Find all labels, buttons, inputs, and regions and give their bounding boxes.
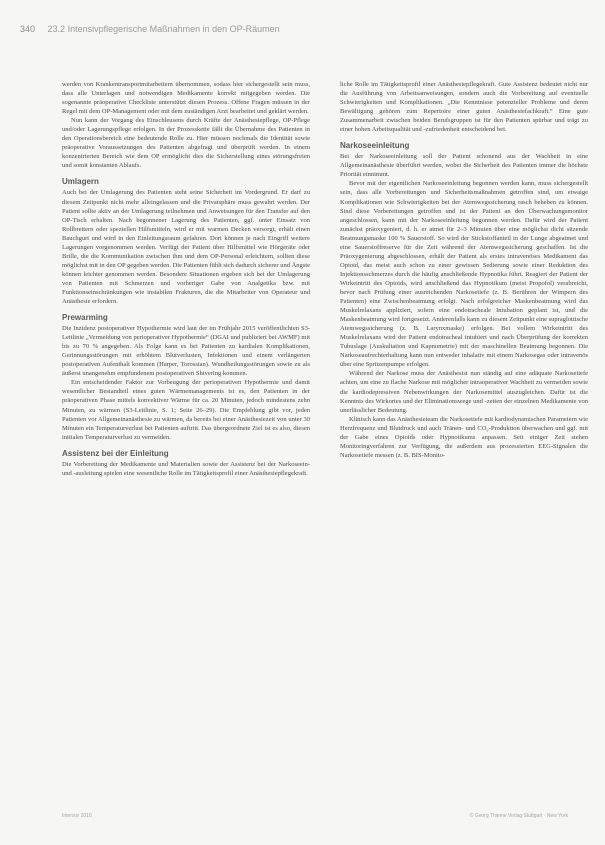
footer-left: Intensiv 2016 [62, 813, 92, 819]
paragraph: werden von Krankentransportmitarbeitern übernommen, sodass hier sichergestellt sein muss, dass alle Unterlagen und notwendigen Medikamente korrekt mitgegeben werden. Die sogenannte präoperative Checkliste unterstützt diesen Prozess. Offene Fragen müssen in der Regel mit dem OP-Management oder mit dem zuständigen Arzt bearbeitet und geklärt werden. [62, 81, 310, 116]
paragraph: Die Inzidenz postoperativer Hypothermie wird laut der im Frühjahr 2015 veröffentlichten S3-Leitlinie „Vermeidung von perioperativer Hypothermie“ (DGAI und publiziert bei AWMF) mit bis zu 70 % angegeben. Als Folge kann es bei Patienten zu kardialen Komplikationen, Gerinnungsstörungen mit erhöhtem Blutverlusten, Infektionen und einem verlängerten postoperativen Aufenthalt kommen (Harper, Torossian). Wundheilungsstörungen sowie zu als äußerst unangenehm empfundenem postoperativen Shivering kommen. [62, 325, 310, 378]
paragraph: Auch bei der Umlagerung des Patienten steht seine Sicherheit im Vordergrund. Er darf zu diesem Zeitpunkt nicht mehr alleingelassen und die Privatsphäre muss gewahrt werden. Der Patient sollte aktiv an der Umlagerung teilnehmen und Anweisungen für den Transfer auf den OP-Tisch erhalten. Nach begonnener Lagerung des Patienten, ggf. unter Einsatz von Rollbrettern oder speziellen Hilfsmitteln, wird er mit warmen Decken versorgt, erhält einen Bauchgurt und wird in den Einleitungsraum gefahren. Dort können je nach Eingriff weitere Lagerungen vorgenommen werden. Verfügt der Patient über Hilfsmittel wie Hörgeräte oder Brille, die die Kommunikation zwischen ihm und dem OP-Personal erleichtern, sollten diese möglichst mit in den OP gegeben werden. Die Patienten fühlt sich dadurch sicherer und Ängste können leichter genommen werden. Besondere Situationen ergeben sich bei der Umlagerung von Patienten mit Schmerzen und vorheriger Gabe von Analgetika bzw. mit Funktionseinschränkungen wie instabilen Frakturen, die die Mitarbeiter von Operateur und Anästhesie erfordern. [62, 189, 310, 306]
paragraph: Nun kann der Vorgang des Einschleusens durch Kräfte der Anästhesiepflege, OP-Pflege und/oder Lagerungspflege erfolgen. In der Prozesskette fällt die Übernahme des Patienten in den Operationsbereich eine bedeutende Rolle zu. Hier müssen nochmals die Identität sowie präoperative Voraussetzungen des Patienten abgefragt und überprüft werden. In einem konzentrierten Bereich wie dem OP ermöglicht dies die Sicherstellung eines störungsfreien und somit konstanten Ablaufs. [62, 117, 310, 170]
paragraph: Während der Narkose muss der Anästhesist nun ständig auf eine adäquate Narkosetiefe achten, um eine zu flache Narkose mit möglicher intraoperativer Wachheit zu vermeiden sowie die kardiodepressiven Nebenwirkungen der Narkosemittel auszugleichen. Dafür ist die Kenntnis des Wirkortes und der Eliminationswege und -zeiten der einzelnen Medikamente von unerlässlicher Bedeutung. [340, 370, 588, 414]
paragraph: Die Vorbereitung der Medikamente und Materialien sowie der Assistenz bei der Narkoseein- und -ausleitung spielen eine wesentliche Rolle im Tätigkeitsprofil einer Anästhesiepflegekraft. [62, 460, 310, 477]
section-heading-prewarming: Prewarming [62, 313, 108, 323]
paragraph: Bei der Narkoseeinleitung soll der Patient schonend aus der Wachheit in eine Allgemeinanästhesie überführt werden, wobei die Sicherheit des Patienten immer die höchste Priorität einnimmt. [340, 153, 588, 179]
section-heading-umlagern: Umlagern [62, 177, 99, 187]
paragraph: Klinisch kann das Anästhesieteam die Narkosetiefe mit kardiodynamischen Parametern wie Herzfrequenz und Blutdruck und auch Tränen- und CO₂-Produktion überwachen und ggf. mit der Gabe eines Opioids oder Hypnotikums anpassen. Seit einiger Zeit stehen Monitoringverfahren zur Verfügung, die außerdem aus prozessierten EEG-Signalen die Narkosetiefe messen (z. B. BIS-Monito- [340, 415, 588, 459]
paragraph: liche Rolle im Tätigkeitsprofil einer Anästhesiepflegekraft. Gute Assistenz bedeutet nicht nur die Ausführung von Arbeitsanweisungen, sondern auch die Vorbereitung auf eventuelle Schwierigkeiten und Komplikationen. „Die Kenntnisse potenzieller Probleme und deren Bewältigung gehören zum Repertoire einer guten Anästhesiefachkraft.“ Eine gute Zusammenarbeit zwischen beiden Berufsgruppen ist für den Patienten spürbar und trägt zu einer hohen Arbeitsqualität und -zufriedenheit entscheidend bei. [340, 81, 588, 134]
paragraph: Bevor mit der eigentlichen Narkoseeinleitung begonnen werden kann, muss sichergestellt sein, dass alle Vorbereitungen und Sicherheitsmaßnahmen getroffen sind, um etwaige Komplikationen wie Schwierigkeiten bei der Atemwegssicherung rasch beheben zu können. Sind diese Vorbereitungen getroffen und ist der Patient an den Überwachungsmonitor angeschlossen, kann mit der Narkoseeinleitung begonnen werden. Dafür wird der Patient zunächst präoxygeniert, d. h. er atmet für 2–3 Minuten über eine möglichst dicht sitzende Beatmungsmaske 100 % Sauerstoff. So wird der Stickstoffanteil in der Lunge abgeatmet und eine Sauerstoffreserve für die Zeit während der Atemwegssicherung geschaffen. Ist die Präoxygenierung abgeschlossen, erhält der Patient als erstes intravenöses Medikament das Opioid, das meist auch schon zu einer gewissen Sedierung sowie einer Reduktion des Injektionsschmerzes durch die häufig anschließende Hypnotika führt. Reagiert der Patient der Wirkeintritt des Opioids, wird anschließend das Hypnotikum (meist Propofol) verabreicht, bevor nach Prüfung einer ausreichenden Narkosetiefe (z. B. Berühren der Wimpern des Patienten) eine Zwischenbeatmung erfolgt. Nach erfolgreicher Maskenbeatmung wird das Muskelrelaxans appliziert, sofern eine endotracheale Intubation geplant ist, und die Maskenbeatmung wird fortgesetzt. Anderenfalls kann zu diesem Zeitpunkt eine supraglottische Atemwegssicherung (z. B. Larynxmaske) erfolgen. Bei vollem Wirkeintritt des Muskelrelaxans wird der Patient endotracheal intubiert und nach Überprüfung der korrekten Tubuslage (Auskultation und Kapnometrie) mit der maschinellen Beatmung begonnen. Die Narkoseaufrechterhaltung kann nun entweder inhalativ mit einem Narkosegas oder intravenös über eine Spritzenpumpe erfolgen. [340, 180, 588, 369]
left-column [62, 80, 310, 478]
footer-right: © Georg Thieme Verlag Stuttgart · New York [469, 813, 568, 819]
right-column [340, 80, 588, 460]
running-header [20, 24, 585, 38]
section-heading-assistenz: Assistenz bei der Einleitung [62, 448, 169, 458]
section-heading-narkoseeinleitung: Narkoseeinleitung [340, 141, 410, 151]
paragraph: Ein entscheidender Faktor zur Vorbeugung der perioperativen Hypothermie und damit wesentlicher Bestandteil eines guten Wärmemanagements ist es, den Patienten in der präoperativen Phase mittels konvektiver Wärme für ca. 20 Minuten, jedoch mindestens zehn Minuten, zu wärmen (S3-Leitlinie, S. 1; Seite 26–29). Die Empfehlung gibt vor, jeden Patienten vor Allgemeinanästhesie zu wärmen, da bereits bei einer Anästhesiezeit von unter 30 Minuten ein Temperaturverlust bei Patienten auftritt. Das übergeordnete Ziel ist es also, diesen initialen Temperaturverlust zu vermeiden. [62, 379, 310, 441]
page-number: 340 [20, 24, 36, 34]
running-title: 23.2 Intensivpflegerische Maßnahmen in den OP-Räumen [47, 24, 280, 34]
